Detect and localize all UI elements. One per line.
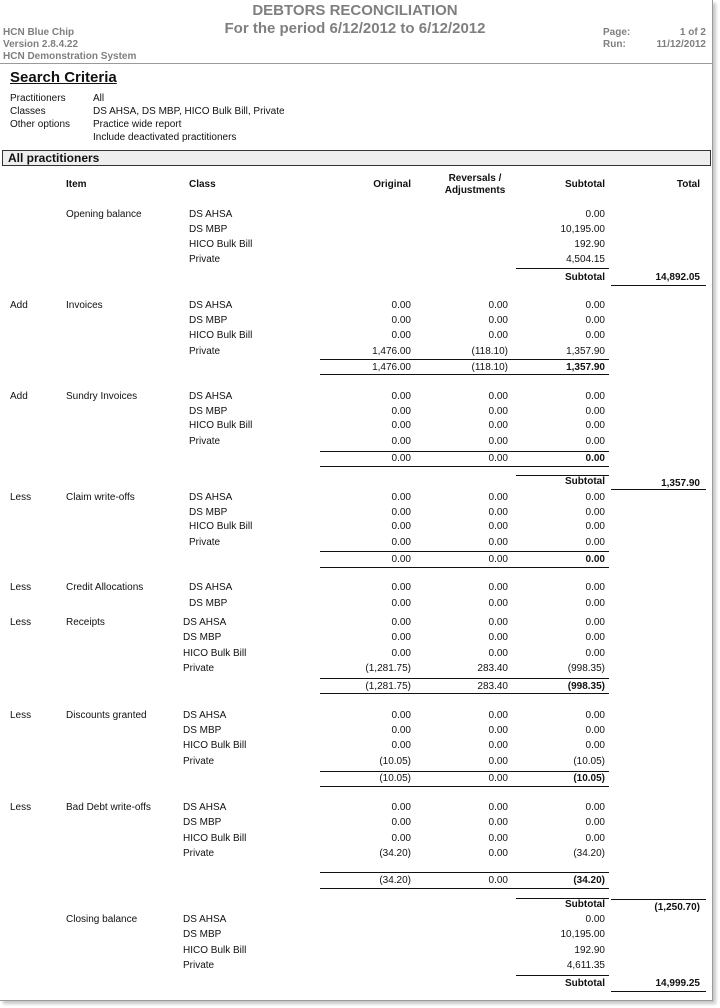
group-total-rule	[320, 466, 609, 467]
class-label: HICO Bulk Bill	[183, 833, 247, 844]
group-total-original: 1,476.00	[372, 362, 411, 373]
class-label: DS AHSA	[183, 617, 227, 628]
row-prefix: Add	[10, 391, 28, 402]
class-label: DS MBP	[183, 725, 222, 736]
group-total-original: (1,281.75)	[365, 681, 411, 692]
reversals-value: 0.00	[488, 300, 508, 311]
reversals-value: 0.00	[488, 315, 508, 326]
group-total-rule	[320, 786, 609, 787]
subtotal-value: 0.00	[585, 391, 605, 402]
subtotal-value: 1,357.90	[566, 346, 605, 357]
class-label: HICO Bulk Bill	[189, 239, 253, 250]
original-value: 0.00	[391, 648, 411, 659]
criteria-labels	[10, 92, 70, 131]
group-total-subtotal: (34.20)	[573, 875, 605, 886]
group-total-rule	[320, 678, 609, 679]
reversals-value: 0.00	[488, 598, 508, 609]
subtotal-value: 0.00	[585, 300, 605, 311]
subtotal-value: 0.00	[585, 582, 605, 593]
class-label: DS MBP	[183, 817, 222, 828]
reversals-value: 0.00	[488, 521, 508, 532]
group-total-rule	[320, 771, 609, 772]
subtotal-value: 0.00	[585, 802, 605, 813]
class-label: Private	[189, 254, 221, 265]
item-label: Credit Allocations	[66, 582, 144, 593]
subtotal-value: (10.05)	[573, 756, 605, 767]
group-total-reversals: 283.40	[477, 681, 508, 692]
group-total-subtotal: 0.00	[585, 554, 605, 565]
reversals-value: 0.00	[488, 833, 508, 844]
original-value: 0.00	[391, 632, 411, 643]
group-total-reversals: 0.00	[488, 554, 508, 565]
class-label: Private	[189, 346, 221, 357]
original-value: 0.00	[391, 537, 411, 548]
class-label: Private	[189, 436, 221, 447]
class-label: HICO Bulk Bill	[189, 521, 253, 532]
original-value: 0.00	[391, 391, 411, 402]
original-value: 0.00	[391, 833, 411, 844]
group-total-subtotal: (10.05)	[573, 773, 605, 784]
item-label: Claim write-offs	[66, 492, 135, 503]
class-label: DS MBP	[189, 507, 228, 518]
class-label: HICO Bulk Bill	[183, 945, 247, 956]
row-prefix: Less	[10, 492, 32, 503]
reversals-value: 0.00	[488, 648, 508, 659]
col-header-subtotal: Subtotal	[565, 179, 605, 190]
row-prefix: Less	[10, 582, 32, 593]
search-criteria-title: Search Criteria	[10, 69, 117, 86]
original-value: 0.00	[391, 598, 411, 609]
subtotal-value: 0.00	[585, 833, 605, 844]
group-total-reversals: 0.00	[488, 773, 508, 784]
reversals-value: 0.00	[488, 330, 508, 341]
subtotal-value: 0.00	[585, 648, 605, 659]
row-prefix: Less	[10, 710, 32, 721]
class-label: HICO Bulk Bill	[189, 330, 253, 341]
class-label: DS AHSA	[189, 300, 233, 311]
class-label: DS AHSA	[183, 914, 227, 925]
original-value: 0.00	[391, 521, 411, 532]
reversals-value: 0.00	[488, 617, 508, 628]
class-label: DS AHSA	[183, 710, 227, 721]
class-label: Private	[183, 960, 215, 971]
original-value: (34.20)	[379, 848, 411, 859]
original-value: 0.00	[391, 492, 411, 503]
subtotal-value: 0.00	[585, 598, 605, 609]
page-number: 1 of 2	[679, 27, 706, 38]
criteria-label: Classes	[10, 106, 46, 117]
subtotal-value: 0.00	[585, 209, 605, 220]
row-prefix: Less	[10, 802, 32, 813]
class-label: DS AHSA	[189, 492, 233, 503]
original-value: 0.00	[391, 406, 411, 417]
subtotal-value: 0.00	[585, 537, 605, 548]
group-total-original: 0.00	[391, 554, 411, 565]
col-header-reversals: Reversals /	[448, 173, 502, 184]
group-total-subtotal: 1,357.90	[566, 362, 605, 373]
original-value: 0.00	[391, 725, 411, 736]
total-value: 14,892.05	[655, 272, 700, 283]
total-value: (1,250.70)	[654, 902, 700, 913]
original-value: 0.00	[391, 740, 411, 751]
page-run-values	[640, 27, 706, 51]
reversals-value: 0.00	[488, 420, 508, 431]
subtotal-value: 0.00	[585, 521, 605, 532]
item-label: Receipts	[66, 617, 105, 628]
original-value: (10.05)	[379, 756, 411, 767]
class-label: DS MBP	[183, 929, 222, 940]
original-value: 0.00	[391, 802, 411, 813]
total-value: 14,999.25	[655, 978, 700, 989]
reversals-value: 0.00	[488, 802, 508, 813]
subtotal-value: 0.00	[585, 914, 605, 925]
subtotal-value: 0.00	[585, 725, 605, 736]
reversals-value: 0.00	[488, 406, 508, 417]
subtotal-value: 0.00	[585, 617, 605, 628]
original-value: 0.00	[391, 315, 411, 326]
item-label: Bad Debt write-offs	[66, 802, 151, 813]
subtotal-value: 0.00	[585, 406, 605, 417]
class-label: DS MBP	[189, 224, 228, 235]
group-total-subtotal: 0.00	[585, 453, 605, 464]
original-value: (1,281.75)	[365, 663, 411, 674]
subtotal-rule	[516, 975, 609, 976]
app-name: HCN Blue Chip	[3, 27, 75, 38]
original-value: 0.00	[391, 420, 411, 431]
original-value: 0.00	[391, 710, 411, 721]
subtotal-value: (998.35)	[567, 663, 605, 674]
page-run-labels	[603, 27, 630, 51]
row-prefix: Add	[10, 300, 28, 311]
subtotal-label: Subtotal	[565, 476, 605, 487]
subtotal-value: 0.00	[585, 817, 605, 828]
group-total-original: (10.05)	[379, 773, 411, 784]
class-label: DS AHSA	[189, 391, 233, 402]
group-total-original: 0.00	[391, 453, 411, 464]
subtotal-value: 0.00	[585, 492, 605, 503]
run-date: 11/12/2012	[656, 39, 706, 50]
row-prefix: Less	[10, 617, 32, 628]
app-info	[3, 27, 136, 63]
criteria-values	[93, 92, 285, 144]
group-total-rule	[320, 551, 609, 552]
reversals-value: 0.00	[488, 817, 508, 828]
group-total-reversals: 0.00	[488, 453, 508, 464]
group-total-rule	[320, 872, 609, 873]
reversals-value: 0.00	[488, 391, 508, 402]
class-label: Private	[183, 756, 215, 767]
subtotal-label: Subtotal	[565, 899, 605, 910]
group-total-rule	[320, 451, 609, 452]
reversals-value: 0.00	[488, 848, 508, 859]
item-label: Sundry Invoices	[66, 391, 138, 402]
subtotal-label: Subtotal	[565, 978, 605, 989]
item-label: Discounts granted	[66, 710, 147, 721]
group-total-reversals: (118.10)	[471, 362, 508, 373]
class-label: DS AHSA	[183, 802, 227, 813]
section-title: All practitioners	[2, 150, 711, 166]
col-header-original: Original	[373, 179, 411, 190]
criteria-label: Other options	[10, 119, 71, 130]
reversals-value: 0.00	[488, 492, 508, 503]
class-label: DS MBP	[189, 315, 228, 326]
subtotal-value: 0.00	[585, 632, 605, 643]
col-header-item: Item	[66, 179, 87, 190]
class-label: DS MBP	[189, 598, 228, 609]
reversals-value: (118.10)	[471, 346, 508, 357]
col-header-class: Class	[189, 179, 216, 190]
item-label: Invoices	[66, 300, 103, 311]
original-value: 0.00	[391, 507, 411, 518]
item-label: Opening balance	[66, 209, 142, 220]
subtotal-label: Subtotal	[565, 272, 605, 283]
reversals-value: 0.00	[488, 756, 508, 767]
total-rule	[611, 991, 706, 992]
reversals-value: 0.00	[488, 537, 508, 548]
total-rule	[611, 899, 706, 900]
reversals-value: 0.00	[488, 725, 508, 736]
subtotal-value: 10,195.00	[560, 224, 605, 235]
subtotal-value: 192.90	[574, 239, 605, 250]
original-value: 0.00	[391, 330, 411, 341]
original-value: 0.00	[391, 582, 411, 593]
group-total-rule	[320, 359, 609, 360]
total-rule	[611, 285, 706, 286]
reversals-value: 0.00	[488, 582, 508, 593]
run-label: Run:	[603, 39, 626, 50]
subtotal-value: 10,195.00	[560, 929, 605, 940]
subtotal-value: 0.00	[585, 420, 605, 431]
subtotal-value: 4,504.15	[566, 254, 605, 265]
header-divider	[0, 63, 712, 64]
group-total-rule	[320, 374, 609, 375]
subtotal-value: 0.00	[585, 710, 605, 721]
subtotal-value: 192.90	[574, 945, 605, 956]
group-total-rule	[320, 567, 609, 568]
subtotal-value: 0.00	[585, 315, 605, 326]
reversals-value: 0.00	[488, 436, 508, 447]
subtotal-value: 0.00	[585, 330, 605, 341]
group-total-original: (34.20)	[379, 875, 411, 886]
class-label: DS AHSA	[189, 582, 233, 593]
col-header-adjustments: Adjustments	[444, 185, 506, 196]
class-label: DS AHSA	[189, 209, 233, 220]
page-label: Page:	[603, 27, 631, 38]
report-header	[0, 0, 712, 63]
subtotal-rule	[516, 268, 609, 269]
criteria-value: All	[93, 93, 105, 104]
reversals-value: 0.00	[488, 507, 508, 518]
class-label: DS MBP	[183, 632, 222, 643]
app-version: Version 2.8.4.22	[3, 39, 79, 50]
class-label: Private	[189, 537, 221, 548]
class-label: HICO Bulk Bill	[189, 420, 253, 431]
class-label: Private	[183, 663, 215, 674]
original-value: 0.00	[391, 617, 411, 628]
criteria-value: DS AHSA, DS MBP, HICO Bulk Bill, Private	[93, 106, 285, 117]
col-header-total: Total	[676, 179, 700, 190]
item-label: Closing balance	[66, 914, 138, 925]
subtotal-value: 4,611.35	[566, 960, 605, 971]
class-label: HICO Bulk Bill	[183, 648, 247, 659]
group-total-rule	[320, 888, 609, 889]
original-value: 1,476.00	[372, 346, 411, 357]
criteria-value: Practice wide report	[93, 119, 182, 130]
reversals-value: 283.40	[477, 663, 508, 674]
original-value: 0.00	[391, 436, 411, 447]
report-title: DEBTORS RECONCILIATION	[252, 2, 458, 19]
original-value: 0.00	[391, 817, 411, 828]
subtotal-value: (34.20)	[573, 848, 605, 859]
reversals-value: 0.00	[488, 740, 508, 751]
class-label: DS MBP	[189, 406, 228, 417]
report-period: For the period 6/12/2012 to 6/12/2012	[224, 20, 486, 37]
group-total-subtotal: (998.35)	[567, 681, 605, 692]
class-label: Private	[183, 848, 215, 859]
group-total-reversals: 0.00	[488, 875, 508, 886]
subtotal-value: 0.00	[585, 436, 605, 447]
criteria-value: Include deactivated practitioners	[93, 132, 237, 143]
system-name: HCN Demonstration System	[3, 51, 137, 62]
original-value: 0.00	[391, 300, 411, 311]
subtotal-value: 0.00	[585, 740, 605, 751]
reversals-value: 0.00	[488, 632, 508, 643]
criteria-label: Practitioners	[10, 93, 66, 104]
reversals-value: 0.00	[488, 710, 508, 721]
class-label: HICO Bulk Bill	[183, 740, 247, 751]
total-value: 1,357.90	[661, 478, 700, 489]
subtotal-value: 0.00	[585, 507, 605, 518]
group-total-rule	[320, 693, 609, 694]
